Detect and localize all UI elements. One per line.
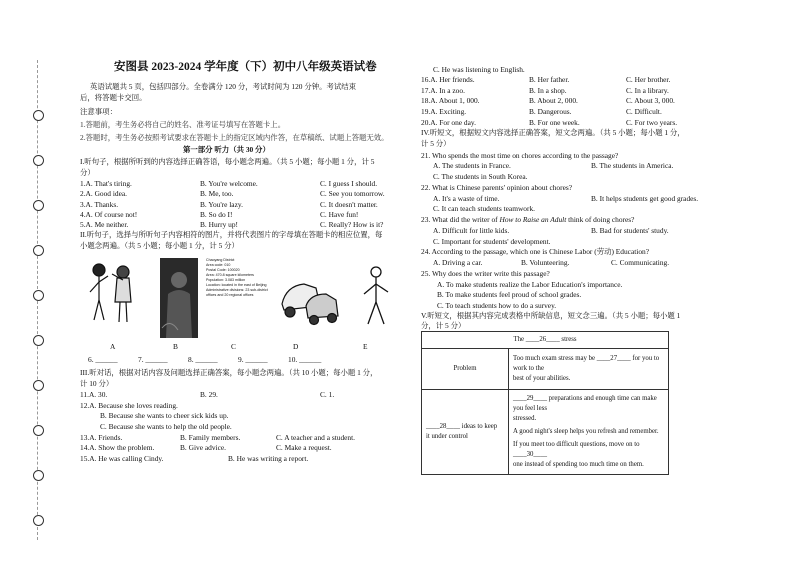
binding-hole xyxy=(33,380,44,391)
picture-label-a: A xyxy=(110,342,116,351)
district-card-line: Location: located in the east of Beijing xyxy=(206,283,267,287)
table-text: it under control xyxy=(426,433,468,440)
picture-label-b: B xyxy=(173,342,178,351)
option: C. Make a request. xyxy=(276,443,332,452)
option: C. Because she wants to help the old people. xyxy=(100,422,232,431)
option: B. Bad for students' study. xyxy=(591,226,669,235)
option: B. For one week. xyxy=(529,118,580,127)
section-instruction: 小题念两遍。（共 5 小题；每小题 1 分，计 5 分） xyxy=(80,241,239,250)
option: C. Really? How is it? xyxy=(320,220,384,229)
option: 18.A. About 1, 000. xyxy=(421,96,480,105)
answer-blank[interactable]: 9. ______ xyxy=(238,355,268,364)
option: B. 29. xyxy=(200,390,218,399)
binding-hole xyxy=(33,200,44,211)
answer-blank[interactable]: 7. ______ xyxy=(138,355,168,364)
answer-blank[interactable]: 8. ______ xyxy=(188,355,218,364)
option: C. For two years. xyxy=(626,118,678,127)
option: 1.A. That's tiring. xyxy=(80,179,132,188)
option: C. Have fun! xyxy=(320,210,359,219)
option: B. The students in America. xyxy=(591,161,674,170)
option: B. Family members. xyxy=(180,433,241,442)
table-cell xyxy=(509,349,669,390)
part1-heading: 第一部分 听力（共 30 分） xyxy=(183,145,270,154)
table-text: A good night's sleep helps you refresh and remember. xyxy=(513,428,659,435)
picture-label-c: C xyxy=(231,342,236,351)
notice-item: 1.答题前，考生务必将自己的姓名、准考证号填写在答题卡上。 xyxy=(80,120,286,129)
binding-hole xyxy=(33,110,44,121)
table-text: If you meet too difficult questions, move on to ____30____ xyxy=(513,441,640,458)
option: 4.A. Of course not! xyxy=(80,210,138,219)
notice-item: 2.答题时，考生务必按照考试要求在答题卡上的指定区域内作答，在草稿纸、试题上答题无效。 xyxy=(80,133,389,142)
option: 15.A. He was calling Cindy. xyxy=(80,454,164,463)
picture-c-district-card xyxy=(206,258,276,336)
option: C. A teacher and a student. xyxy=(276,433,356,442)
option: C. The students in South Korea. xyxy=(433,172,528,181)
option: C. It can teach students teamwork. xyxy=(433,204,536,213)
table-text: ____29____ preparations and enough time can make you feel less xyxy=(513,395,657,412)
option: B. In a shop. xyxy=(529,86,567,95)
picture-a-children xyxy=(86,258,138,338)
section-instruction: I.听句子，根据所听到的内容选择正确答语，每小题念两遍。（共 5 小题；每小题 1 分，计 5 xyxy=(80,157,375,166)
district-card-line: Administrative divisions: 23 sub-district xyxy=(206,288,268,292)
option: B. He was writing a report. xyxy=(228,454,309,463)
option: A. Driving a car. xyxy=(433,258,483,267)
book-title: How to Raise an Adult xyxy=(499,215,567,224)
picture-b-photo xyxy=(160,258,198,338)
option: 19.A. Exciting. xyxy=(421,107,467,116)
picture-label-e: E xyxy=(363,342,368,351)
option: B. It helps students get good grades. xyxy=(591,194,699,203)
option: C. To teach students how to do a survey. xyxy=(437,301,557,310)
question-text: think of doing chores? xyxy=(566,215,635,224)
option: A. The students in France. xyxy=(433,161,511,170)
table-text: Too much exam stress may be ____27____ for you to work to the xyxy=(513,355,660,372)
option: A. To make students realize the Labor Education's importance. xyxy=(437,280,623,289)
option: C. See you tomorrow. xyxy=(320,189,385,198)
binding-hole xyxy=(33,155,44,166)
binding-hole xyxy=(33,335,44,346)
district-card-line: Chaoyang District xyxy=(206,258,235,262)
section-instruction: II.听句子，选择与所听句子内容相符的图片，并将代表图片的字母填在答题卡的相应位置，每 xyxy=(80,230,383,239)
district-card-line: Postal Code: 100020 xyxy=(206,268,240,272)
section-instruction: 分） xyxy=(80,168,95,177)
picture-label-d: D xyxy=(293,342,299,351)
binding-hole xyxy=(33,290,44,301)
option: 5.A. Me neither. xyxy=(80,220,129,229)
option: 2.A. Good idea. xyxy=(80,189,128,198)
exam-info: 英语试题共 5 页，包括四部分。全卷满分 120 分，考试时间为 120 分钟。考试结束 xyxy=(90,82,357,91)
option: B. Give advice. xyxy=(180,443,226,452)
option: B. Volunteering. xyxy=(521,258,570,267)
option: C. It doesn't matter. xyxy=(320,200,378,209)
option: A. It's a waste of time. xyxy=(433,194,500,203)
option: 3.A. Thanks. xyxy=(80,200,119,209)
option: B. Her father. xyxy=(529,75,570,84)
notice-title: 注意事项： xyxy=(80,107,117,116)
binding-hole xyxy=(33,425,44,436)
section-instruction: 计 10 分） xyxy=(80,379,114,388)
binding-hole xyxy=(33,470,44,481)
option: A. Difficult for little kids. xyxy=(433,226,510,235)
table-cell xyxy=(509,390,669,475)
section-instruction: V.听短文，根据其内容完成表格中所缺信息，短文念三遍。（共 5 小题；每小题 1 xyxy=(421,311,681,320)
question: 21. Who spends the most time on chores according to the passage? xyxy=(421,151,619,160)
question xyxy=(421,215,634,226)
section-instruction: III.听对话，根据对话内容及问题选择正确答案，每小题念两遍。（共 10 小题；每小题 1 分， xyxy=(80,368,378,377)
option: C. I guess I should. xyxy=(320,179,378,188)
exam-info: 后，将答题卡交回。 xyxy=(80,93,147,102)
picture-e-person xyxy=(358,264,394,334)
option: C. 1. xyxy=(320,390,335,399)
option: B. Hurry up! xyxy=(200,220,238,229)
option: 17.A. In a zoo. xyxy=(421,86,465,95)
district-card-line: Area code: 010 xyxy=(206,263,231,267)
option: B. You're lazy. xyxy=(200,200,243,209)
option: B. So do I! xyxy=(200,210,233,219)
option: B. Because she wants to cheer sick kids up. xyxy=(100,411,229,420)
section-instruction: 计 5 分） xyxy=(421,139,451,148)
option: 20.A. For one day. xyxy=(421,118,476,127)
option: B. To make students feel proud of school grades. xyxy=(437,290,582,299)
district-card-line: Population: 3.083 million xyxy=(206,278,246,282)
fill-in-table xyxy=(421,331,669,475)
exam-title: 安图县 2023-2024 学年度（下）初中八年级英语试卷 xyxy=(114,61,377,73)
section-instruction: IV.听短文，根据短文内容选择正确答案，短文念两遍。（共 5 小题；每小题 1 分， xyxy=(421,128,685,137)
option: C. About 3, 000. xyxy=(626,96,675,105)
table-text: best of your abilities. xyxy=(513,375,571,382)
answer-blank[interactable]: 10. ______ xyxy=(288,355,322,364)
option: B. You're welcome. xyxy=(200,179,258,188)
table-row-label: Problem xyxy=(422,349,509,390)
option: C. Difficult. xyxy=(626,107,662,116)
option: B. Dangerous. xyxy=(529,107,572,116)
option: 12.A. Because she loves reading. xyxy=(80,401,178,410)
binding-hole xyxy=(33,515,44,526)
option: 16.A. Her friends. xyxy=(421,75,475,84)
answer-blank[interactable]: 6. ______ xyxy=(88,355,118,364)
table-text: stressed. xyxy=(513,415,537,422)
table-text: ____28____ ideas to keep xyxy=(426,423,498,430)
option: B. About 2, 000. xyxy=(529,96,578,105)
table-text: one instead of spending too much time on them. xyxy=(513,461,644,468)
district-card-line: offices and 20 regional offices xyxy=(206,293,254,297)
option: C. Communicating. xyxy=(611,258,670,267)
option: C. In a library. xyxy=(626,86,669,95)
question: 24. According to the passage, which one is Chinese Labor (劳动) Education? xyxy=(421,247,650,256)
option: 13.A. Friends. xyxy=(80,433,123,442)
question: 25. Why does the writer write this passage? xyxy=(421,269,550,278)
option: 11.A. 30. xyxy=(80,390,108,399)
district-card-line: Area: 470.8 square kilometers xyxy=(206,273,254,277)
option: B. Me, too. xyxy=(200,189,234,198)
question-text: 23. What did the writer of xyxy=(421,215,500,224)
option: C. He was listening to English. xyxy=(433,65,525,74)
option: C. Her brother. xyxy=(626,75,671,84)
binding-hole xyxy=(33,245,44,256)
option: 14.A. Show the problem. xyxy=(80,443,155,452)
section-instruction: 分，计 5 分） xyxy=(421,321,466,330)
question: 22. What is Chinese parents' opinion about chores? xyxy=(421,183,573,192)
table-header: The ____26____ stress xyxy=(422,332,669,349)
option: C. Important for students' development. xyxy=(433,237,551,246)
table-row-label xyxy=(422,390,509,475)
binding-margin xyxy=(30,60,50,540)
picture-d-cars xyxy=(276,266,342,332)
